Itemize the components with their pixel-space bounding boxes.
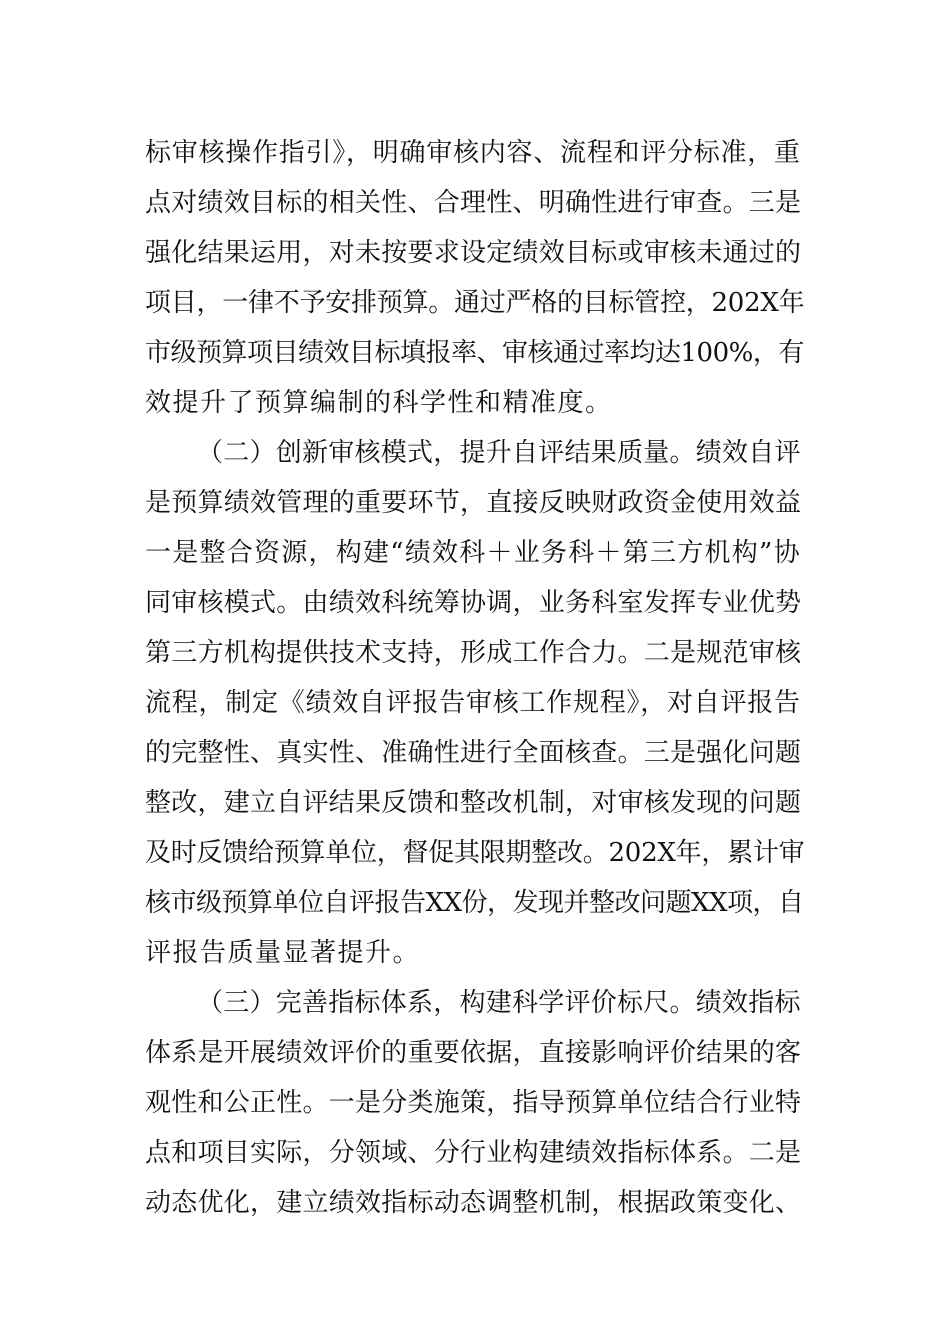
text-line: 动态优化，建立绩效指标动态调整机制，根据政策变化、 xyxy=(145,1188,802,1218)
text-line: 流程，制定《绩效自评报告审核工作规程》，对自评报告 xyxy=(145,688,801,718)
text-line: 同审核模式。由绩效科统筹协调，业务科室发挥专业优势 xyxy=(145,588,802,618)
paragraph-heading-3: （三）完善指标体系，构建科学评价标尺。绩效指标 xyxy=(197,988,801,1018)
text-line: 标审核操作指引》，明确审核内容、流程和评分标准，重 xyxy=(145,138,801,168)
text-line: 评报告质量显著提升。 xyxy=(145,938,421,968)
text-line: 项目，一律不予安排预算。通过严格的目标管控，202X年 xyxy=(145,288,805,318)
text-line: 点和项目实际，分领域、分行业构建绩效指标体系。二是 xyxy=(145,1138,802,1168)
text-line: 市级预算项目绩效目标填报率、审核通过率均达100%，有 xyxy=(145,338,804,368)
text-line: 强化结果运用，对未按要求设定绩效目标或审核未通过的 xyxy=(145,238,802,268)
text-line: 是预算绩效管理的重要环节，直接反映财政资金使用效益 xyxy=(145,488,802,518)
text-line: 体系是开展绩效评价的重要依据，直接影响评价结果的客 xyxy=(145,1038,802,1068)
text-line: 核市级预算单位自评报告XX份，发现并整改问题XX项，自 xyxy=(145,888,804,918)
text-line: 及时反馈给预算单位，督促其限期整改。202X年，累计审 xyxy=(145,838,805,868)
text-line: 观性和公正性。一是分类施策，指导预算单位结合行业特 xyxy=(145,1088,802,1118)
text-line: 点对绩效目标的相关性、合理性、明确性进行审查。三是 xyxy=(145,188,802,218)
text-line: 一是整合资源，构建“绩效科＋业务科＋第三方机构”协 xyxy=(145,538,801,568)
text-line: 第三方机构提供技术支持，形成工作合力。二是规范审核 xyxy=(145,638,802,668)
text-line: 整改，建立自评结果反馈和整改机制，对审核发现的问题 xyxy=(145,788,802,818)
text-line: 的完整性、真实性、准确性进行全面核查。三是强化问题 xyxy=(145,738,802,768)
paragraph-heading-2: （二）创新审核模式，提升自评结果质量。绩效自评 xyxy=(197,438,801,468)
text-line: 效提升了预算编制的科学性和精准度。 xyxy=(145,388,613,418)
